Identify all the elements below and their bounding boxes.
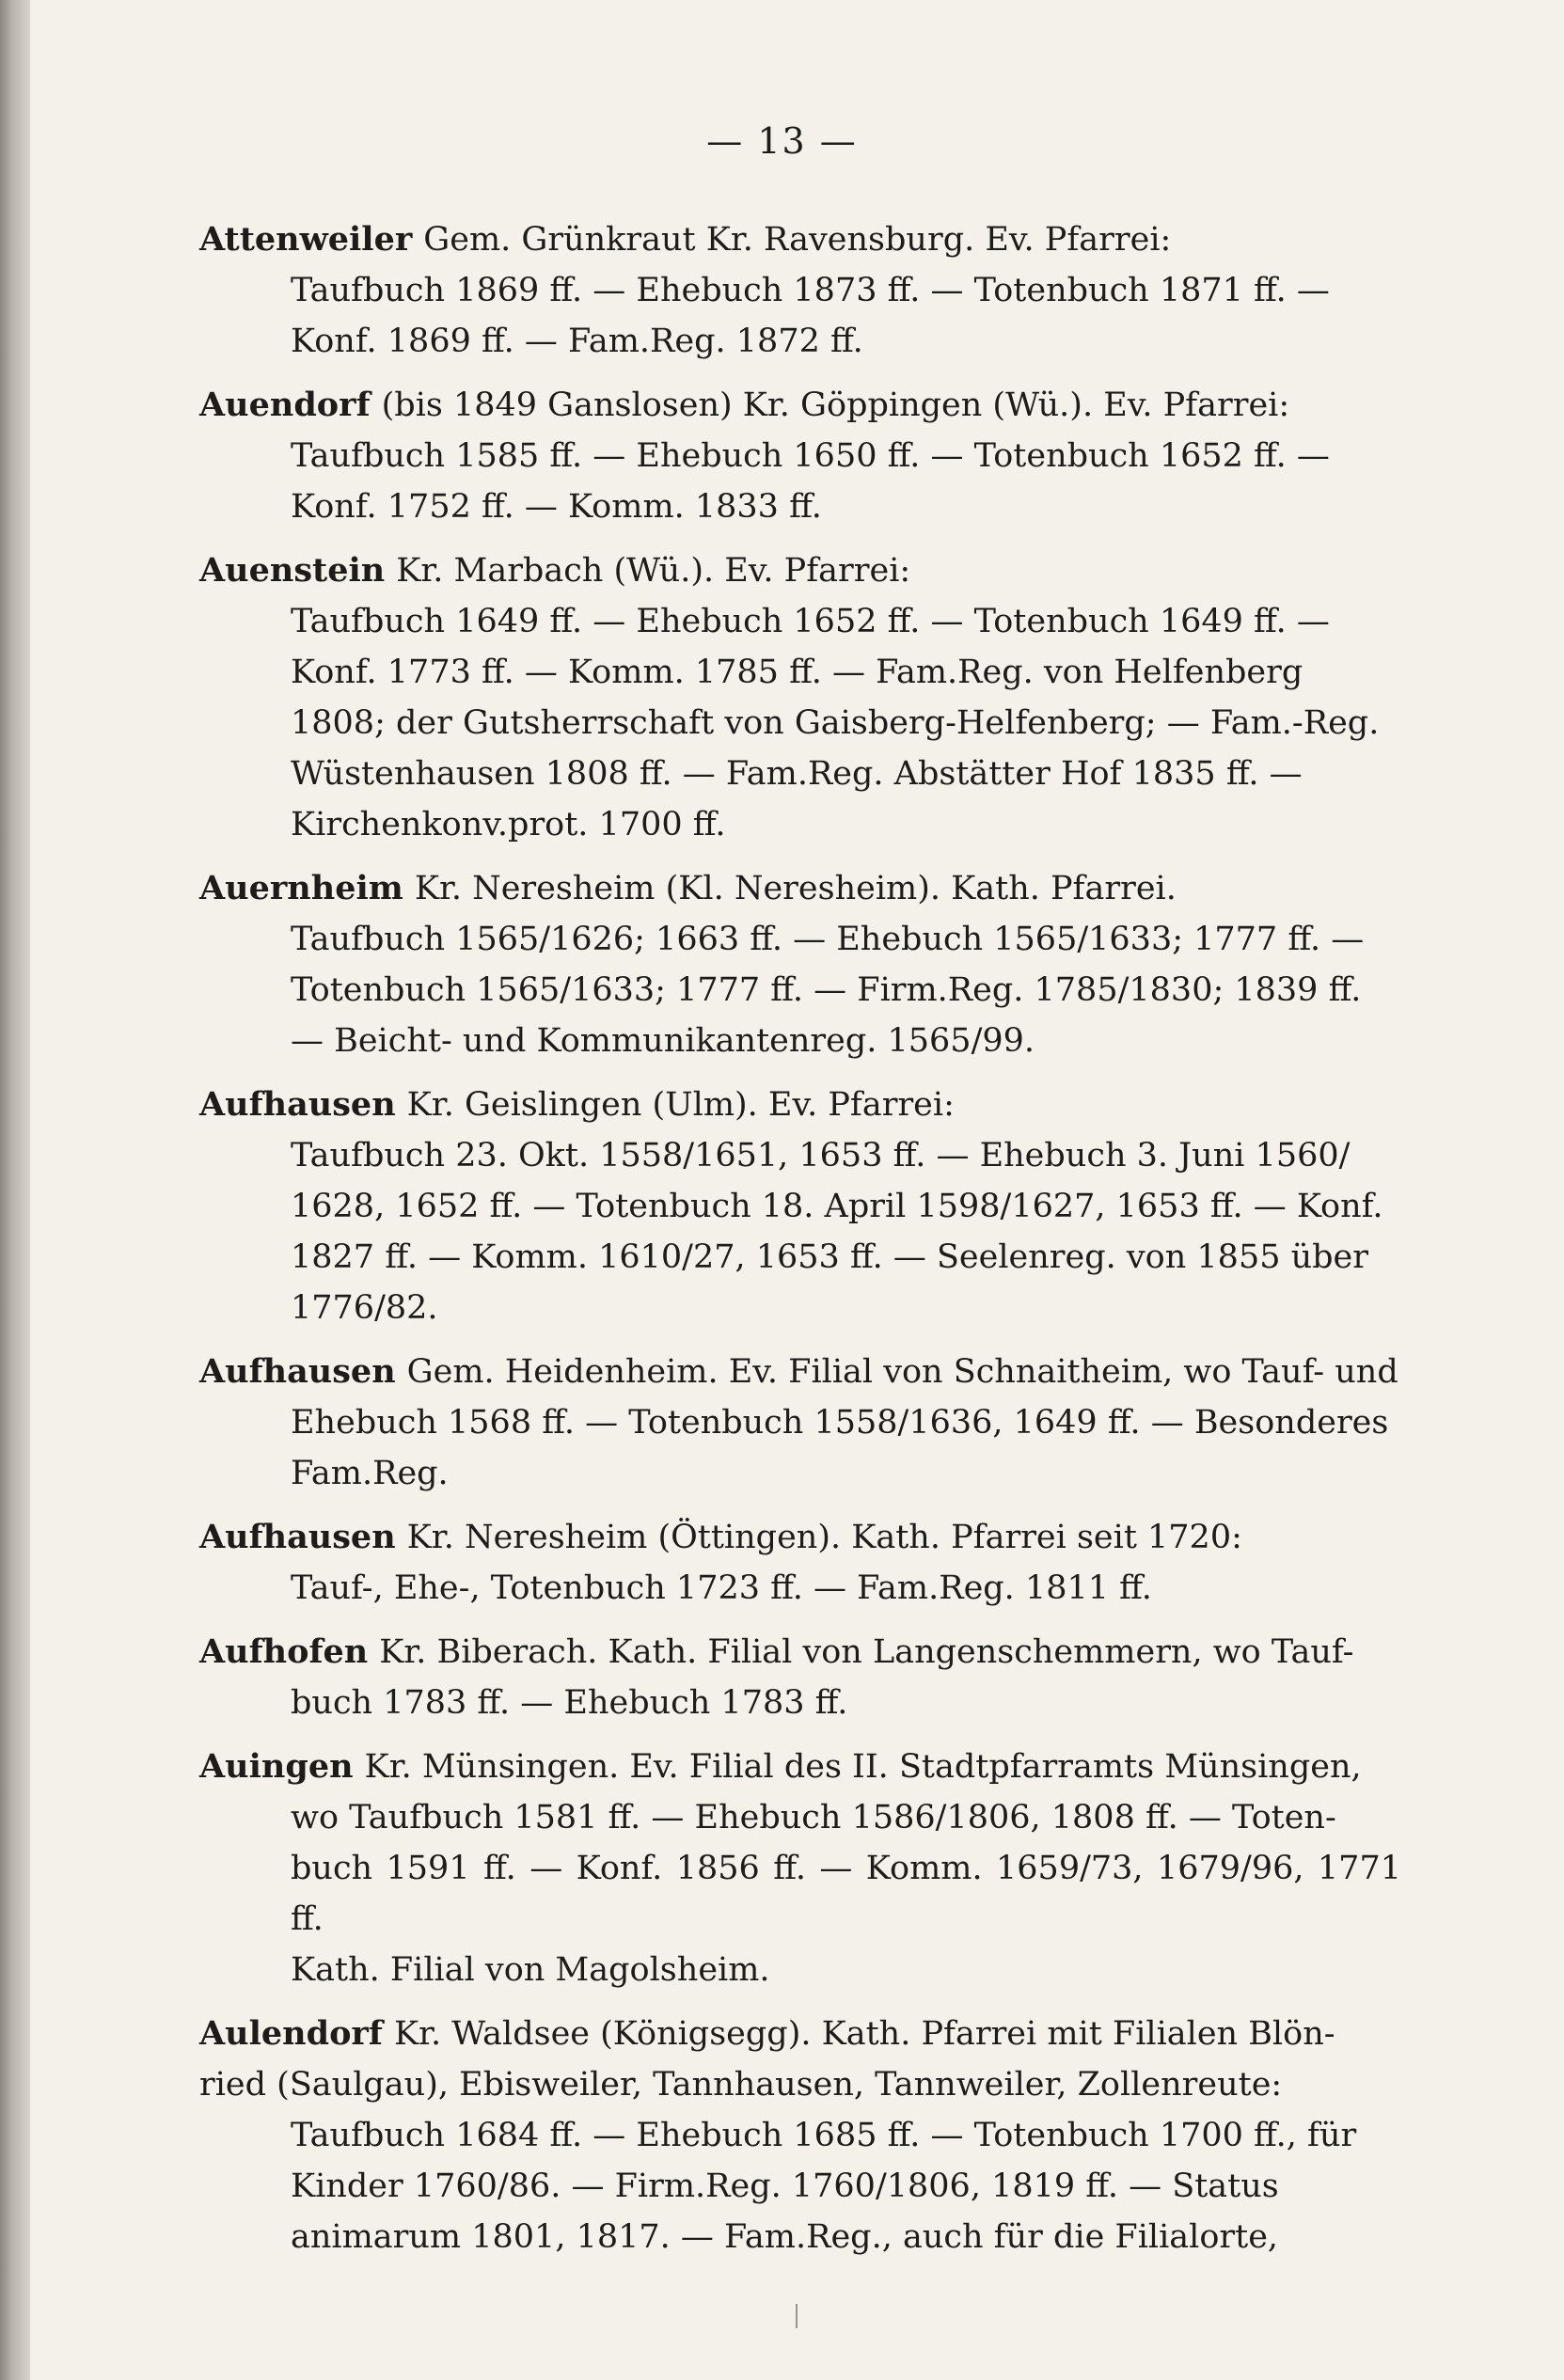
- entry-line: Taufbuch 1649 ff. — Ehebuch 1652 ff. — Totenbuch 1649 ff. —: [291, 603, 1330, 640]
- entry-headword: Auingen: [199, 1747, 354, 1786]
- entry-line: — Beicht- und Kommunikantenreg. 1565/99.: [291, 1022, 1035, 1060]
- entry-line: Totenbuch 1565/1633; 1777 ff. — Firm.Reg. 1785/1830; 1839 ff.: [291, 971, 1362, 1009]
- entry: [199, 1080, 1401, 1333]
- entry-line: Gem. Heidenheim. Ev. Filial von Schnaitheim, wo Tauf- und: [406, 1353, 1398, 1391]
- entry-line: 1628, 1652 ff. — Totenbuch 18. April 1598/1627, 1653 ff. — Konf.: [291, 1188, 1383, 1225]
- entry-line: Gem. Grünkraut Kr. Ravensburg. Ev. Pfarrei:: [423, 221, 1172, 259]
- entry-headword: Aufhofen: [199, 1632, 369, 1671]
- entry-line: Kr. Geislingen (Ulm). Ev. Pfarrei:: [406, 1086, 955, 1124]
- entry-line: wo Taufbuch 1581 ff. — Ehebuch 1586/1806, 1808 ff. — Toten-: [291, 1799, 1336, 1836]
- entry-line: Tauf-, Ehe-, Totenbuch 1723 ff. — Fam.Reg. 1811 ff.: [291, 1569, 1152, 1607]
- entry-line: 1776/82.: [291, 1289, 438, 1327]
- entry-line: Kr. Waldsee (Königsegg). Kath. Pfarrei mit Filialen Blön-: [393, 2015, 1335, 2053]
- entry-line: Kr. Neresheim (Kl. Neresheim). Kath. Pfarrei.: [414, 870, 1177, 907]
- entry: [199, 2009, 1401, 2262]
- entry-headword: Aufhausen: [199, 1518, 396, 1556]
- entry-line: Kinder 1760/86. — Firm.Reg. 1760/1806, 1819 ff. — Status: [291, 2167, 1279, 2205]
- entry-line: (bis 1849 Ganslosen) Kr. Göppingen (Wü.). Ev. Pfarrei:: [381, 386, 1290, 424]
- entry-line: Taufbuch 1684 ff. — Ehebuch 1685 ff. — Totenbuch 1700 ff., für: [291, 2117, 1357, 2154]
- entry-line: Kr. Neresheim (Öttingen). Kath. Pfarrei seit 1720:: [406, 1519, 1242, 1556]
- entry-headword: Aufhausen: [199, 1085, 396, 1124]
- entry-line: ried (Saulgau), Ebisweiler, Tannhausen, Tannweiler, Zollenreute:: [199, 2066, 1283, 2104]
- entry-headword: Aulendorf: [199, 2014, 383, 2053]
- page-number: — 13 —: [706, 120, 858, 162]
- entry: [199, 1512, 1401, 1614]
- entry-line: Ehebuch 1568 ff. — Totenbuch 1558/1636, 1649 ff. — Besonderes: [291, 1404, 1389, 1442]
- entry: [199, 545, 1401, 850]
- entry-line: 1827 ff. — Komm. 1610/27, 1653 ff. — Seelenreg. von 1855 über: [291, 1238, 1368, 1276]
- entry-line: Fam.Reg.: [291, 1455, 449, 1492]
- entry-headword: Auendorf: [199, 386, 371, 424]
- paper-speck: [796, 2304, 798, 2328]
- entry: [199, 380, 1401, 532]
- entry-headword: Auernheim: [199, 869, 403, 907]
- entry: [199, 1347, 1401, 1499]
- entry-line: Taufbuch 1585 ff. — Ehebuch 1650 ff. — Totenbuch 1652 ff. —: [291, 437, 1330, 475]
- entry-line: Konf. 1773 ff. — Komm. 1785 ff. — Fam.Reg. von Helfenberg: [291, 654, 1303, 691]
- entry-headword: Aufhausen: [199, 1352, 396, 1391]
- entry-line: Taufbuch 1565/1626; 1663 ff. — Ehebuch 1565/1633; 1777 ff. —: [291, 921, 1365, 958]
- entry-line: Kr. Marbach (Wü.). Ev. Pfarrei:: [396, 552, 911, 590]
- entry-line: Taufbuch 1869 ff. — Ehebuch 1873 ff. — Totenbuch 1871 ff. —: [291, 272, 1330, 309]
- entry-line: Kirchenkonv.prot. 1700 ff.: [291, 806, 726, 843]
- entry: [199, 214, 1401, 367]
- entry-line: Konf. 1869 ff. — Fam.Reg. 1872 ff.: [291, 323, 863, 360]
- entry-line: buch 1783 ff. — Ehebuch 1783 ff.: [291, 1684, 848, 1722]
- entry: [199, 1627, 1401, 1728]
- book-spine-shadow: [0, 0, 30, 2380]
- entry-headword: Auenstein: [199, 551, 386, 590]
- entry-line: Taufbuch 23. Okt. 1558/1651, 1653 ff. — Ehebuch 3. Juni 1560/: [291, 1137, 1351, 1174]
- register-entries: [199, 214, 1401, 2276]
- entry: [199, 863, 1401, 1066]
- entry-line: Kr. Biberach. Kath. Filial von Langenschemmern, wo Tauf-: [379, 1633, 1354, 1671]
- entry-line: Kr. Münsingen. Ev. Filial des II. Stadtpfarramts Münsingen,: [364, 1748, 1362, 1786]
- entry: [199, 1742, 1401, 1995]
- entry-headword: Attenweiler: [199, 220, 413, 259]
- entry-line: animarum 1801, 1817. — Fam.Reg., auch für die Filialorte,: [291, 2218, 1279, 2256]
- entry-line: buch 1591 ff. — Konf. 1856 ff. — Komm. 1659/73, 1679/96, 1771 ff.: [291, 1850, 1401, 1938]
- entry-line: 1808; der Gutsherrschaft von Gaisberg-Helfenberg; — Fam.-Reg.: [291, 704, 1380, 742]
- entry-line: Wüstenhausen 1808 ff. — Fam.Reg. Abstätter Hof 1835 ff. —: [291, 755, 1303, 793]
- entry-line: Kath. Filial von Magolsheim.: [291, 1951, 770, 1989]
- entry-line: Konf. 1752 ff. — Komm. 1833 ff.: [291, 488, 822, 526]
